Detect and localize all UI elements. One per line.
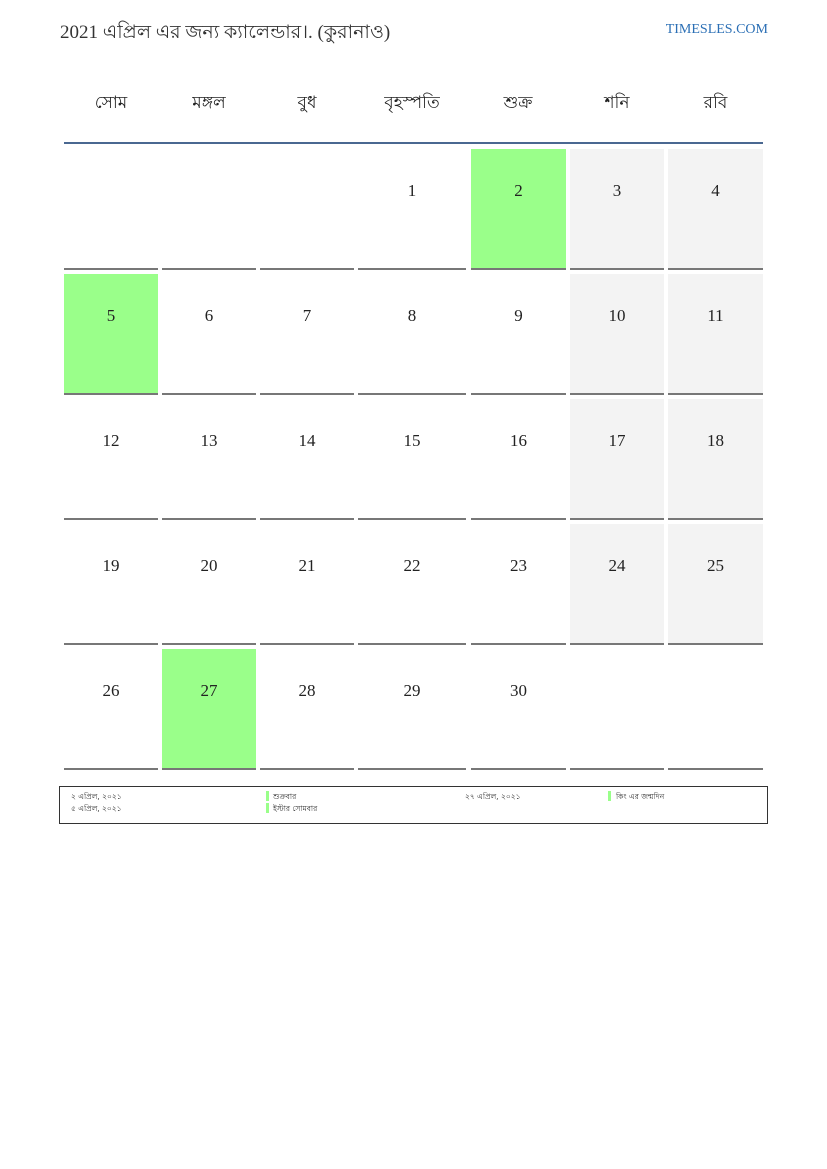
day-number: 9 [514, 306, 523, 325]
legend-holiday-marker [608, 791, 611, 801]
day-cell-30 [471, 649, 566, 770]
day-cell-9 [471, 274, 566, 395]
day-number: 6 [204, 306, 214, 325]
empty-day-cell [668, 649, 763, 770]
day-number: 17 [608, 431, 626, 450]
day-number: 21 [298, 556, 316, 575]
day-cell-25 [668, 524, 763, 645]
day-number: 26 [102, 681, 120, 700]
day-number: 25 [707, 556, 724, 575]
day-number: 12 [102, 431, 120, 450]
day-cell-23 [471, 524, 566, 645]
day-cell-16 [471, 399, 566, 520]
empty-day-cell [570, 649, 664, 770]
header-divider [64, 142, 763, 144]
site-link[interactable]: TIMESLES.COM [665, 22, 768, 37]
day-number: 18 [707, 431, 724, 450]
legend-date: ৫ এপ্রিল, ২০২১ [71, 804, 122, 813]
day-number: 10 [608, 306, 626, 325]
legend-date: ২ এপ্রিল, ২০২১ [71, 792, 122, 801]
day-cell-17 [570, 399, 664, 520]
legend-holiday-name: শুক্রবার [273, 792, 297, 801]
day-cell-21 [260, 524, 354, 645]
day-number: 22 [403, 556, 421, 575]
day-number: 28 [298, 681, 316, 700]
day-cell-1 [358, 149, 466, 270]
day-number: 14 [298, 431, 316, 450]
empty-day-cell [64, 149, 158, 270]
day-cell-15 [358, 399, 466, 520]
weekday-thursday: বৃহস্পতি [384, 93, 440, 113]
day-cell-7 [260, 274, 354, 395]
day-cell-2 [471, 149, 566, 270]
day-number: 19 [102, 556, 120, 575]
day-cell-4 [668, 149, 763, 270]
weekday-wednesday: বুধ [297, 93, 317, 113]
legend-holiday-marker [266, 791, 269, 801]
day-cell-10 [570, 274, 664, 395]
weekday-sunday: রবি [703, 93, 728, 113]
legend-holiday-name: কিং এর জন্মদিন [616, 792, 665, 801]
day-cell-5 [64, 274, 158, 395]
legend-holiday-name: ইস্টার সোমবার [273, 804, 318, 813]
day-number: 15 [403, 431, 421, 450]
day-number: 4 [711, 181, 720, 200]
day-cell-24 [570, 524, 664, 645]
day-cell-13 [162, 399, 256, 520]
day-cell-11 [668, 274, 763, 395]
day-number: 8 [407, 306, 417, 325]
day-number: 13 [200, 431, 218, 450]
weekday-friday: শুক্র [503, 93, 533, 113]
weekday-saturday: শনি [604, 93, 630, 113]
weekday-monday: সোম [94, 93, 128, 113]
day-number: 29 [403, 681, 421, 700]
day-cell-29 [358, 649, 466, 770]
day-cell-18 [668, 399, 763, 520]
day-number: 3 [612, 181, 622, 200]
day-number: 1 [407, 181, 417, 200]
day-number: 24 [608, 556, 626, 575]
day-cell-19 [64, 524, 158, 645]
weekday-tuesday: মঙ্গল [192, 93, 226, 113]
day-cell-12 [64, 399, 158, 520]
day-number: 27 [200, 681, 218, 700]
day-number: 5 [106, 306, 116, 325]
legend-holiday-marker [266, 803, 269, 813]
empty-day-cell [162, 149, 256, 270]
legend-date: ২৭ এপ্রিল, ২০২১ [465, 792, 521, 801]
day-number: 11 [707, 306, 724, 325]
day-cell-26 [64, 649, 158, 770]
day-number: 7 [302, 306, 312, 325]
day-cell-6 [162, 274, 256, 395]
day-cell-8 [358, 274, 466, 395]
holiday-legend [59, 786, 768, 824]
day-cell-28 [260, 649, 354, 770]
day-number: 30 [510, 681, 527, 700]
day-cell-27 [162, 649, 256, 770]
day-number: 23 [510, 556, 527, 575]
day-cell-3 [570, 149, 664, 270]
day-cell-20 [162, 524, 256, 645]
empty-day-cell [260, 149, 354, 270]
day-number: 20 [200, 556, 218, 575]
weekday-header-row [64, 88, 763, 118]
page-title: 2021 এপ্রিল এর জন্য ক্যালেন্ডার।. (কুরানাও) [60, 22, 391, 43]
day-number: 2 [514, 181, 523, 200]
day-cell-22 [358, 524, 466, 645]
day-cell-14 [260, 399, 354, 520]
day-number: 16 [510, 431, 527, 450]
